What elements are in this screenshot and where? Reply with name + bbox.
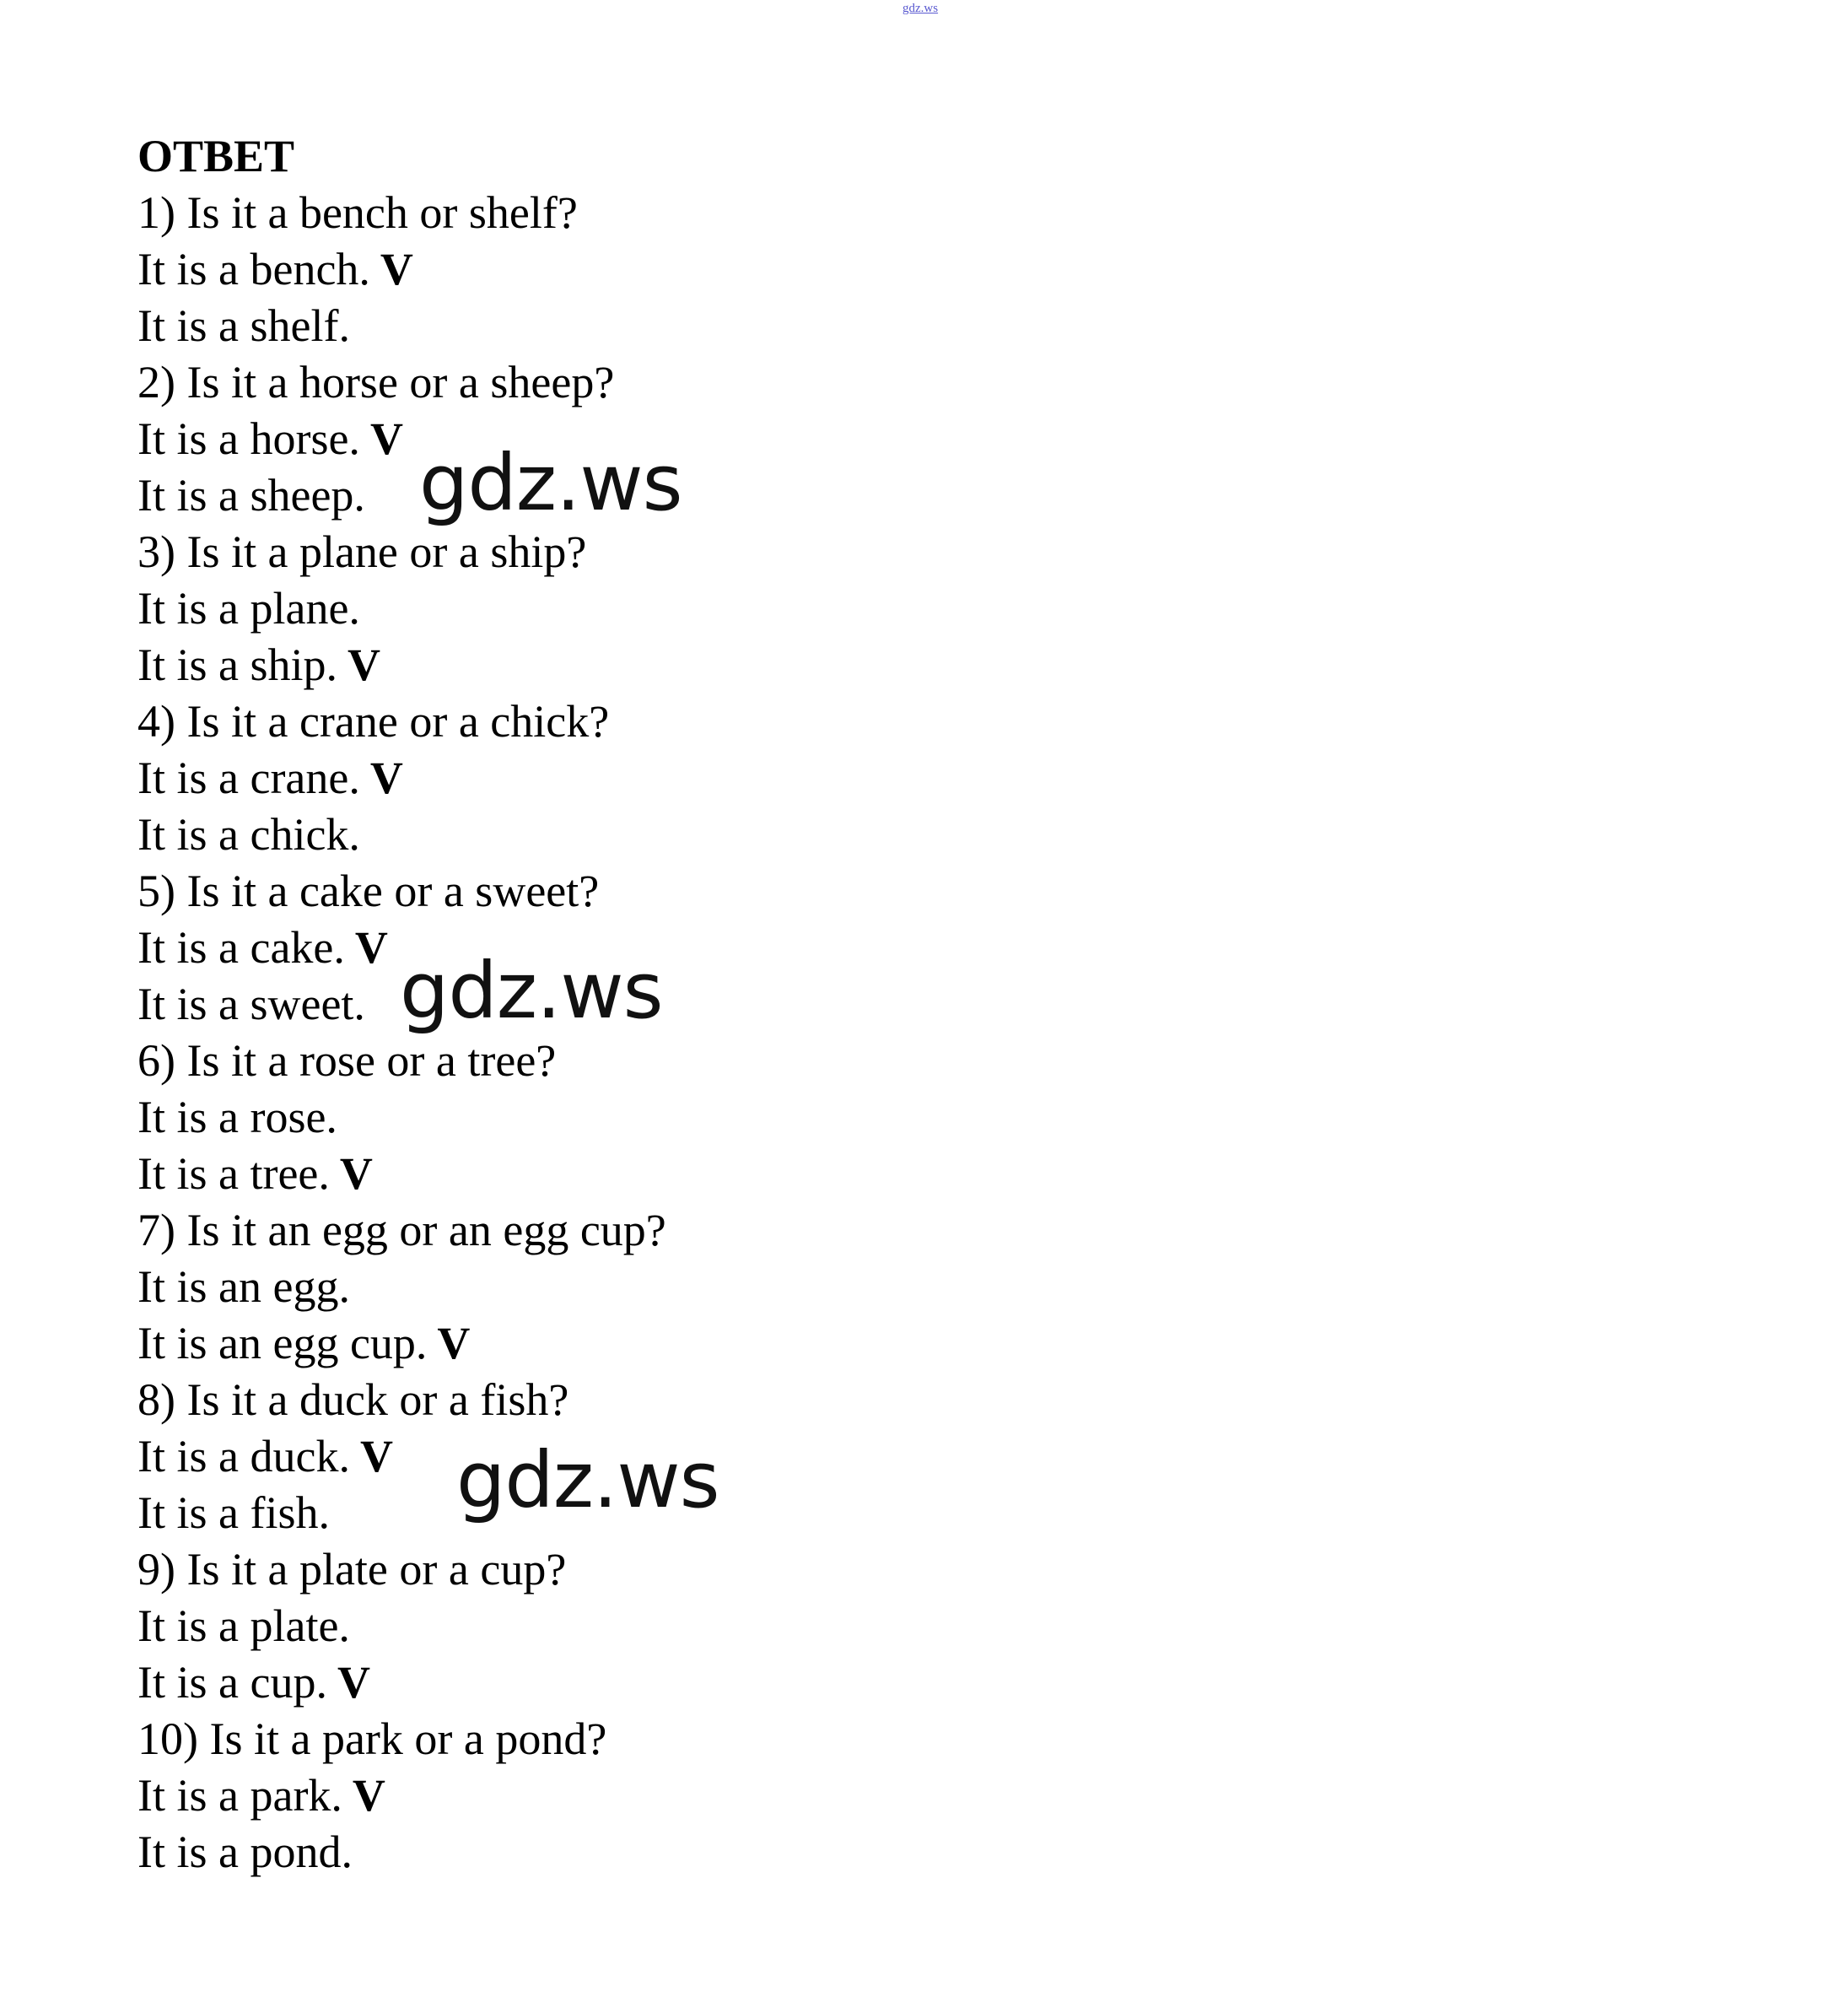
watermark: gdz.ws (419, 438, 682, 528)
check-mark: V (380, 244, 413, 294)
check-mark: V (337, 1657, 370, 1708)
answer-line-text: It is a tree. (137, 1148, 330, 1199)
answer-line-text: 4) Is it a crane or a chick? (137, 696, 610, 747)
answer-line-text: 2) Is it a horse or a sheep? (137, 357, 615, 407)
answer-line (137, 185, 666, 241)
answer-line-text: 6) Is it a rose or a tree? (137, 1035, 557, 1086)
answer-line (137, 1259, 666, 1315)
answer-line-text: 3) Is it a plane or a ship? (137, 526, 587, 577)
check-mark: V (369, 413, 403, 464)
answer-line (137, 1146, 666, 1202)
check-mark: V (354, 922, 388, 973)
answer-line (137, 1767, 666, 1824)
check-mark: V (359, 1431, 393, 1481)
answer-line (137, 1711, 666, 1767)
answer-line (137, 807, 666, 863)
answer-line (137, 1824, 666, 1881)
answer-line-text: 1) Is it a bench or shelf? (137, 187, 578, 238)
answer-line (137, 524, 666, 580)
answer-line-text: It is a plane. (137, 583, 360, 634)
answer-line (137, 1202, 666, 1259)
answer-line (137, 1654, 666, 1711)
answer-line-text: It is a chick. (137, 809, 360, 860)
answer-line (137, 241, 666, 298)
answer-line-text: It is a crane. (137, 753, 360, 803)
answer-line-text: It is a cake. (137, 922, 345, 973)
answer-line-text: It is a ship. (137, 639, 337, 690)
answer-line (137, 1315, 666, 1372)
answer-line (137, 354, 666, 411)
answer-line-text: 7) Is it an egg or an egg cup? (137, 1205, 666, 1255)
answer-line (137, 693, 666, 750)
answer-line-text: 10) Is it a park or a pond? (137, 1713, 607, 1764)
answer-line-text: 9) Is it a plate or a cup? (137, 1544, 567, 1595)
answer-line-text: It is a fish. (137, 1487, 330, 1538)
check-mark: V (352, 1770, 385, 1821)
answer-line-text: It is an egg. (137, 1261, 350, 1312)
answer-line-text: It is a shelf. (137, 300, 350, 351)
answer-line (137, 1089, 666, 1146)
answer-line (137, 637, 666, 693)
answer-line (137, 1033, 666, 1089)
answer-line-text: It is an egg cup. (137, 1318, 428, 1368)
check-mark: V (348, 639, 380, 690)
answer-line-text: It is a horse. (137, 413, 360, 464)
answer-line-text: It is a pond. (137, 1827, 353, 1877)
answer-line-text: 8) Is it a duck or a fish? (137, 1374, 569, 1425)
answer-line (137, 580, 666, 637)
check-mark: V (339, 1148, 373, 1199)
answer-line (137, 1372, 666, 1428)
answer-line-text: It is a duck. (137, 1431, 350, 1481)
answer-line (137, 298, 666, 354)
answer-line-text: It is a sheep. (137, 470, 365, 521)
answer-line-text: It is a cup. (137, 1657, 327, 1708)
answer-line-text: It is a bench. (137, 244, 370, 294)
answer-line (137, 1598, 666, 1654)
watermark: gdz.ws (400, 946, 663, 1036)
answer-line-text: It is a sweet. (137, 979, 365, 1029)
watermark: gdz.ws (456, 1435, 719, 1525)
answer-line (137, 1541, 666, 1598)
answer-line-text: It is a plate. (137, 1600, 350, 1651)
answer-line-text: It is a rose. (137, 1092, 337, 1142)
answer-line-text: It is a park. (137, 1770, 342, 1821)
check-mark: V (369, 753, 403, 803)
site-link[interactable]: gdz.ws (902, 2, 939, 15)
answer-line-text: 5) Is it a cake or a sweet? (137, 866, 600, 916)
answer-line (137, 750, 666, 807)
answer-heading: ОТВЕТ (137, 131, 295, 181)
answer-line (137, 863, 666, 920)
check-mark: V (437, 1318, 471, 1368)
